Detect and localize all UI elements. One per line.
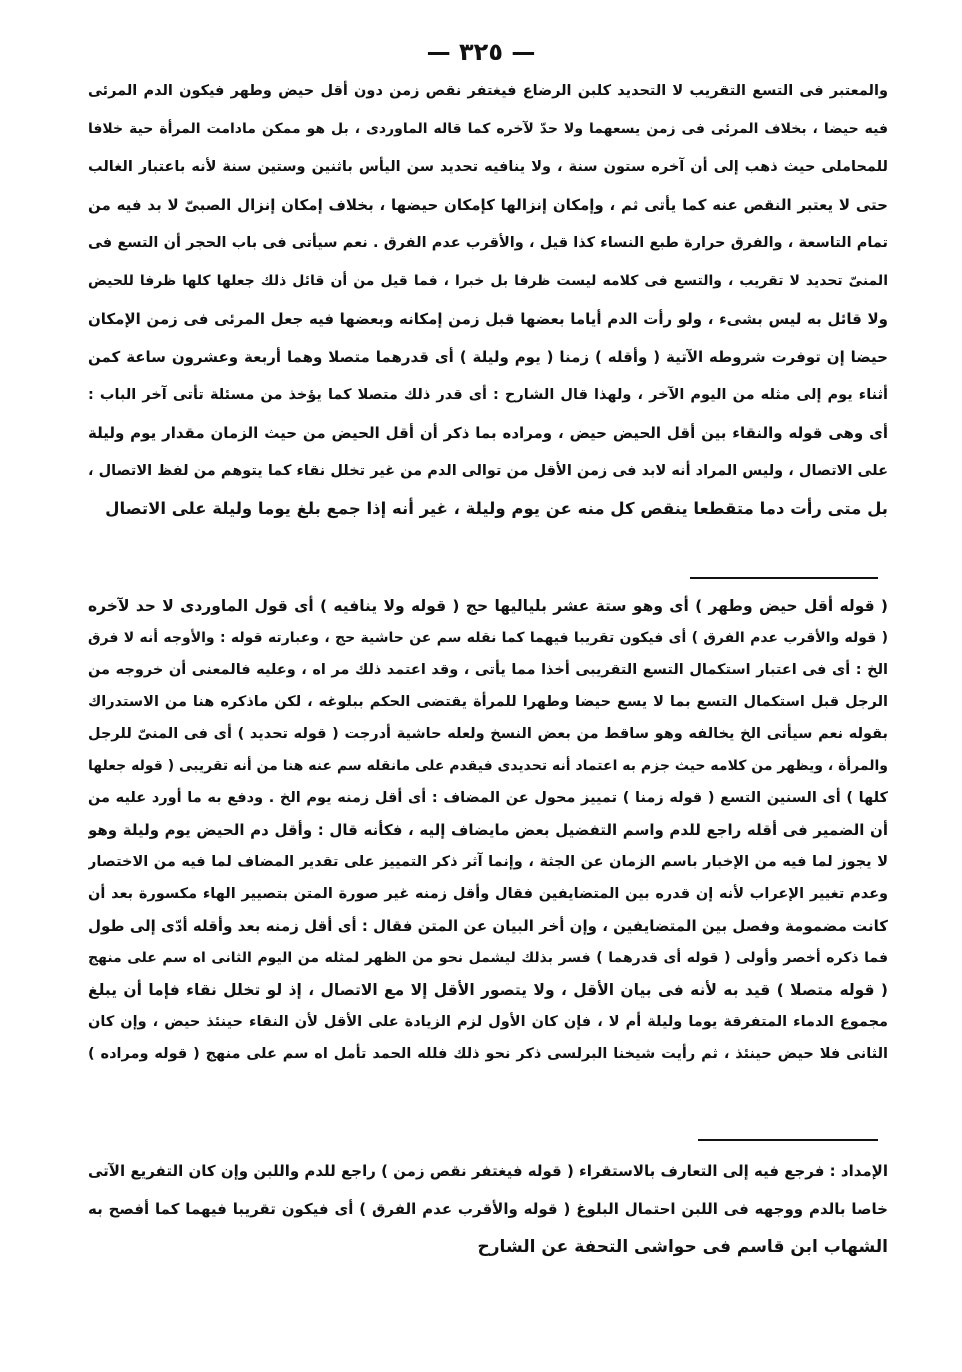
main-text-line: تمام التاسعة ، والفرق حرارة طبع النساء كذا قيل ، والأقرب عدم الفرق . نعم سيأتى فى باب الحجر أن التسع فى xyxy=(88,235,888,251)
footnote-line: والمرأة ، ويظهر من كلامه حيث جزم به اعتماد أنه تحديدى فيقدم على مانقله سم عنه هنا من أنه تقريبى ( قوله جعلها xyxy=(88,758,888,774)
footnote-line: كلها ) أى السنين التسع ( قوله زمنا ) تمييز محول عن المضاف : أى أقل زمنه يوم الخ . ودفع به ما أورد عليه من xyxy=(88,790,888,806)
imdad-note-line: خاصا بالدم ووجهه فى اللبن احتمال البلوغ ( قوله والأقرب عدم الفرق ) أى فيكون تقريبا فيهما كما أفصح به xyxy=(88,1200,888,1218)
main-text-line: والمعتبر فى التسع التقريب لا التحديد كلبن الرضاع فيغتفر نقص زمن دون أقل حيض وطهر فيكون الدم المرئى xyxy=(88,83,888,99)
footnote-line: الرجل قبل استكمال التسع بما لا يسع حيضا وطهرا للمرأة يقتضى الحكم ببلوغه ، لكن ماذكره هنا من الاستدراك xyxy=(88,694,888,710)
footnote-line: أن الضمير فى أقله راجع للدم واسم التفضيل بعض مايضاف إليه ، فكأنه قال : وأقل دم الحيض يوم وليلة وهو xyxy=(88,821,888,839)
main-text-line: ولا قائل به ليس بشىء ، ولو رأت الدم أياما بعضها قبل زمن إمكانه وبعضها فيه جعل المرئى فى زمن الإمكان xyxy=(88,310,888,328)
main-text-line: للمحاملى حيث ذهب إلى أن آخره ستون سنة ، ولا ينافيه تحديد سن اليأس باثنين وستين سنة لأنه باعتبار الغالب xyxy=(88,159,888,175)
footnote-line: الثانى فلا حيض حينئذ ، ثم رأيت شيخنا البرلسى ذكر نحو ذلك فلله الحمد تأمل اه سم على منهج ( قوله ومراده ) xyxy=(88,1046,888,1062)
footnote-line: بقوله نعم سيأتى الخ يخالفه وهو ساقط من بعض النسخ ولعله حاشية أدرجت ( قوله تحديد ) أى فى المنىّ للرجل xyxy=(88,726,888,742)
footnotes xyxy=(88,590,888,1070)
footnote-divider xyxy=(698,1139,878,1141)
footnote-line: ( قوله أقل حيض وطهر ) أى وهو ستة عشر بلياليها حج ( قوله ولا ينافيه ) أى قول الماوردى لا حد لآخره xyxy=(88,597,888,615)
main-text-line: على الاتصال ، وليس المراد أنه لابد فى زمن الأقل من توالى الدم من غير تخلل نقاء كما يتوهم من لفظ الاتصال ، xyxy=(88,463,888,479)
footnote-line: فما ذكره أخصر وأولى ( قوله أى قدرهما ) فسر بذلك ليشمل نحو من الظهر لمثله من اليوم الثانى اه سم على منهج xyxy=(88,950,888,966)
main-text-line: المنىّ تحديد لا تقريب ، والتسع فى كلامه ليست ظرفا بل خبرا ، فما قيل من أن قائل ذلك جعلها كلها ظرفا للحيض xyxy=(88,273,888,289)
footnote-divider xyxy=(690,577,878,579)
main-text xyxy=(88,72,888,528)
main-text-line: أثناء يوم إلى مثله من اليوم الآخر ، ولهذا قال الشارح : أى قدر ذلك متصلا كما يؤخذ من مسئلة تأتى آخر الباب : xyxy=(88,387,888,403)
imdad-note-line: الإمداد : فرجع فيه إلى التعارف بالاستقراء ( قوله فيغتفر نقص زمن ) راجع للدم واللبن وإن كان التفريع الآتى xyxy=(88,1162,888,1180)
main-text-line: حيضا إن توفرت شروطه الآتية ( وأقله ) زمنا ( يوم وليلة ) أى قدرهما متصلا وهما أربعة وعشرون ساعة كمن xyxy=(88,348,888,366)
footnote-line: لا يجوز لما فيه من الإخبار باسم الزمان عن الجثة ، وإنما آثر ذكر التمييز على تقدير المضاف لما فيه من الاختصار xyxy=(88,854,888,870)
imdad-note-line: الشهاب ابن قاسم فى حواشى التحفة عن الشارح xyxy=(477,1237,888,1257)
footnote-line: ( قوله والأقرب عدم الفرق ) أى فيكون تقريبا فيهما كما نقله سم عن حاشية حج ، وعبارته قوله : والأوجه أنه لا فرق xyxy=(88,630,888,646)
page-number: — ٣٢٥ — xyxy=(426,38,536,66)
footnote-line: وعدم تغيير الإعراب لأنه إن قدره بين المتضايفين فقال وأقل زمنه غير صورة المتن بتصيير الهاء مكسورة بعد أن xyxy=(88,886,888,902)
main-text-line: فيه حيضا ، بخلاف المرئى فى زمن يسعهما ولا حدّ لآخره كما قاله الماوردى ، بل هو ممكن مادامت المرأة حية خلافا xyxy=(88,121,888,137)
imdad-notes xyxy=(88,1152,888,1266)
main-text-line: بل متى رأت دما متقطعا ينقص كل منه عن يوم وليلة ، غير أنه إذا جمع بلغ يوما وليلة على الاتصال xyxy=(105,499,888,518)
footnote-line: الخ : أى فى اعتبار استكمال التسع التقريبى أخذا مما يأتى ، وقد اعتمد ذلك مر اه ، وعليه فالمعنى أن خروجه من xyxy=(88,662,888,678)
footnote-line: كانت مضمومة وفصل بين المتضايفين ، وإن أخر البيان عن المتن فقال : أى أقل زمنه بعد وأقله أدّى إلى طول xyxy=(88,917,888,935)
main-text-line: أى وهى قوله والنقاء بين أقل الحيض حيض ، ومراده بما ذكر أن أقل الحيض من حيث الزمان مقدار يوم وليلة xyxy=(88,424,888,442)
main-text-line: حتى لا يعتبر النقص عنه كما يأتى ثم ، وإمكان إنزالها كإمكان حيضها ، بخلاف إمكان إنزال الصبىّ لا بد فيه من xyxy=(88,196,888,214)
footnote-line: مجموع الدماء المتفرقة يوما وليلة أم لا ، فإن كان الأول لزم الزيادة على الأقل لأن النقاء حينئذ حيض ، وإن كان xyxy=(88,1014,888,1030)
footnote-line: ( قوله متصلا ) قيد به لأنه فى بيان الأقل ، ولا يتصور الأقل إلا مع الاتصال ، إذ لو تخلل نقاء فإما أن يبلغ xyxy=(88,981,888,999)
